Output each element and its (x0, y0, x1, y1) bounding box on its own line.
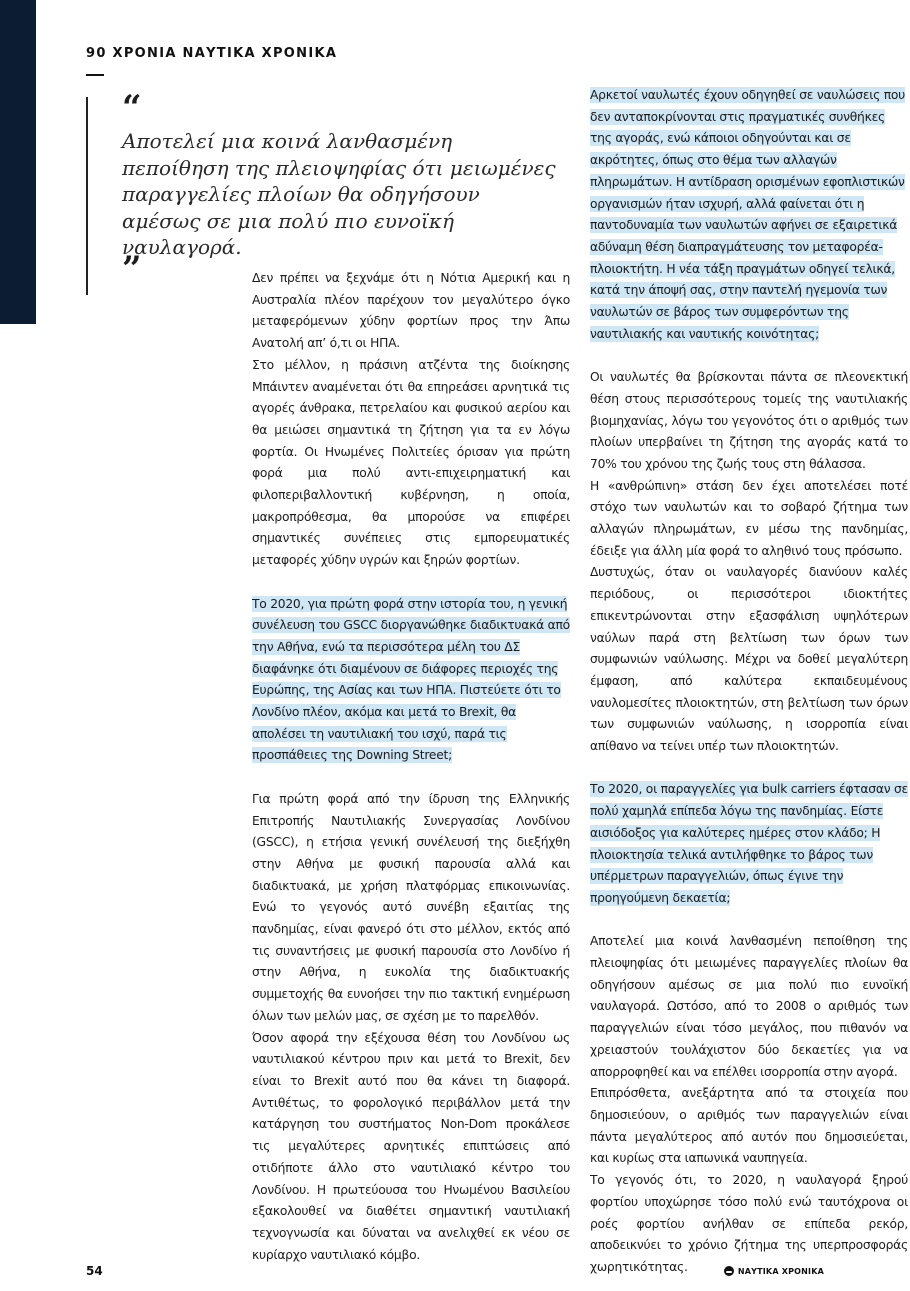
body-paragraph: Δυστυχώς, όταν οι ναυλαγορές διανύουν καλές περιόδους, οι περισσότεροι ιδιοκτήτες επικεντρώνονται στην εξασφάλιση υψηλότερων ναύλων παρά στη βελτίωση των όρων των συμφωνιών ναύλωσης. Μέχρι να δοθεί μεγαλύτερη έμφαση, από καλύτερα εκπαιδευμένους ναυλομεσίτες πλοιοκτητών, στη βελτίωση των όρων των συμφωνιών ναύλωσης, η ισορροπία είναι απίθανο να τείνει υπέρ των πλοιοκτητών. (590, 565, 908, 754)
body-paragraph: Για πρώτη φορά από την ίδρυση της Ελληνικής Επιτροπής Ναυτιλιακής Συνεργασίας Λονδίνου (GSCC), η ετήσια γενική συνέλευσή της διεξήχθη στην Αθήνα με φυσική παρουσία αλλά και διαδικτυακά, με χρήση πλατφόρμας επικοινωνίας. Ενώ το γεγονός αυτό συνέβη εξαιτίας της πανδημίας, είναι φανερό ότι στο μέλλον, εκτός από τις συναντήσεις με φυσική παρουσία στο Λονδίνο ή στην Αθήνα, η ευκολία της διαδικτυακής συμμετοχής θα ευνοήσει την πιο τακτική ενημέρωση όλων των μελών μας, σε σχέση με το παρελθόν. (252, 791, 570, 1023)
body-paragraph: Όσον αφορά την εξέχουσα θέση του Λονδίνου ως ναυτιλιακού κέντρου πριν και μετά το Brexit, δεν είναι το Brexit αυτό που θα κάνει τη διαφορά. Αντιθέτως, το φορολογικό περιβάλλον μετά την κατάργηση του συστήματος Non-Dom προκάλεσε τις μεγαλύτερες αρνητικές επιπτώσεις από οτιδήποτε άλλο στο ναυτιλιακό κέντρο του Λονδίνου. Η πρωτεύουσα του Ηνωμένου Βασιλείου εξακολουθεί να διαθέτει σημαντική ναυτιλιακή τεχνογνωσία και δύναται να ανελιχθεί εκ νέου σε κυρίαρχο ναυτιλιακό κόμβο. (252, 1030, 570, 1262)
close-quote-icon: ” (122, 249, 142, 289)
interview-question (252, 594, 570, 768)
body-paragraph: Στο μέλλον, η πράσινη ατζέντα της διοίκησης Μπάιντεν αναμένεται ότι θα επηρεάσει αρνητικά τις αγορές άνθρακα, πετρελαίου και φυσικού αερίου και θα μειώσει σημαντικά τη ζήτηση για τα εν λόγω φορτία. Οι Ηνωμένες Πολιτείες όρισαν για πρώτη φορά μια πολύ αντι-επιχειρηματική και φιλοπεριβαλλοντική κυβέρνηση, η οποία, μακροπρόθεσμα, θα μπορούσε να επιφέρει σημαντικές συνέπειες στις εμπορευματικές μεταφορές χύδην υγρών και ξηρών φορτίων. (252, 357, 570, 568)
body-paragraph: Επιπρόσθετα, ανεξάρτητα από τα στοιχεία που δημοσιεύουν, ο αριθμός των παραγγελιών είναι πάντα μεγαλύτερος από αυτόν που δημοσιεύεται, και κυρίως στα ιαπωνικά ναυπηγεία. (590, 1086, 908, 1166)
interview-question (590, 85, 908, 345)
running-header: 90 ΧΡΟΝΙΑ ΝΑΥΤΙΚΑ ΧΡΟΝΙΚΑ (86, 46, 338, 61)
page-number: 54 (86, 1264, 103, 1278)
question-highlight: Το 2020, για πρώτη φορά στην ιστορία του, η γενική συνέλευση του GSCC διοργανώθηκε διαδικτυακά από την Αθήνα, ενώ τα περισσότερα μέλη του ΔΣ διαφάνηκε ότι διαμένουν σε διάφορες περιοχές της Ευρώπης, της Ασίας και των ΗΠΑ. Πιστεύετε ότι το Λονδίνο πλέον, ακόμα και μετά το Brexit, θα απολέσει τη ναυτιλιακή του ισχύ, παρά τις προσπάθειες της Downing Street; (252, 596, 570, 763)
interview-question (590, 779, 908, 909)
side-accent-bar (0, 0, 36, 324)
pull-quote-text: Αποτελεί μια κοινά λανθασμένη πεποίθηση της πλειοψηφίας ότι μειωμένες παραγγελίες πλοίων θα οδηγήσουν αμέσως σε μια πολύ πιο ευνοϊκή ναυλαγορά. (122, 129, 556, 259)
ship-logo-icon (724, 1266, 734, 1276)
right-column (590, 85, 908, 1279)
left-column (252, 268, 570, 1266)
question-highlight: Το 2020, οι παραγγελίες για bulk carriers έφτασαν σε πολύ χαμηλά επίπεδα λόγω της πανδημίας. Είστε αισιόδοξος για καλύτερες ημέρες στον κλάδο; Η πλοιοκτησία τελικά αντιλήφθηκε το βάρος των υπέρμετρων παραγγελιών, όπως έγινε την προηγούμενη δεκαετία; (590, 782, 908, 905)
body-paragraph: Δεν πρέπει να ξεχνάμε ότι η Νότια Αμερική και η Αυστραλία πλέον παρέχουν τον μεγαλύτερο όγκο μεταφερόμενων χύδην φορτίων προς την Άπω Ανατολή απ’ ό,τι οι ΗΠΑ. (252, 271, 570, 351)
body-paragraph: Οι ναυλωτές θα βρίσκονται πάντα σε πλεονεκτική θέση στους περισσότερους τομείς της ναυτιλιακής βιομηχανίας, λόγω του γεγονότος ότι ο αριθμός των πλοίων υπερβαίνει τη ζήτηση της αγοράς κατά το 70% του χρόνου της ζωής τους στη θάλασσα. (590, 370, 908, 471)
body-paragraph: Το γεγονός ότι, το 2020, η ναυλαγορά ξηρού φορτίου υποχώρησε τόσο πολύ ενώ ταυτόχρονα οι ροές φορτίου ανήλθαν σε επίπεδα ρεκόρ, αποδεικνύει το χρόνιο ζήτημα της υπερπροσφοράς χωρητικότητας. (590, 1173, 908, 1274)
body-paragraph: Αποτελεί μια κοινά λανθασμένη πεποίθηση της πλειοψηφίας ότι μειωμένες παραγγελίες πλοίων θα οδηγήσουν αμέσως σε μια πολύ πιο ευνοϊκή ναυλαγορά. Ωστόσο, από το 2008 ο αριθμός των παραγγελιών είναι τόσο μεγάλος, που πιθανόν να χρειαστούν τουλάχιστον δύο δεκαετίες για να απορροφηθεί και να επέλθει ισορροπία στην αγορά. (590, 934, 908, 1079)
footer-brand-name: ΝΑΥΤΙΚΑ ΧΡΟΝΙΚΑ (737, 1266, 824, 1276)
header-rule (86, 74, 104, 76)
pull-quote-rule (86, 97, 88, 295)
question-highlight: Αρκετοί ναυλωτές έχουν οδηγηθεί σε ναυλώσεις που δεν ανταποκρίνονται στις πραγματικές συνθήκες της αγοράς, ενώ κάποιοι οδηγούνται και σε ακρότητες, όπως στο θέμα των αλλαγών πληρωμάτων. Η αντίδραση ορισμένων εφοπλιστικών οργανισμών ήταν ισχυρή, αλλά φαίνεται ότι η παντοδυναμία των ναυλωτών αφήνει σε εξαιρετικά αδύναμη θέση διαπραγμάτευσης τον μεταφορέα-πλοιοκτήτη. Η νέα τάξη πραγμάτων οδηγεί τελικά, κατά την άποψή σας, στην παντελή ηγεμονία των ναυλωτών σε βάρος των συμφερόντων της ναυτιλιακής και ναυτικής κοινότητας; (590, 88, 906, 341)
body-paragraph: Η «ανθρώπινη» στάση δεν έχει αποτελέσει ποτέ στόχο των ναυλωτών και το σοβαρό ζήτημα των αλλαγών πληρωμάτων, εν μέσω της πανδημίας, έδειξε για άλλη μία φορά το αληθινό τους πρόσωπο. (590, 478, 908, 558)
open-quote-icon: “ (122, 88, 142, 128)
footer-brand (724, 1266, 824, 1276)
